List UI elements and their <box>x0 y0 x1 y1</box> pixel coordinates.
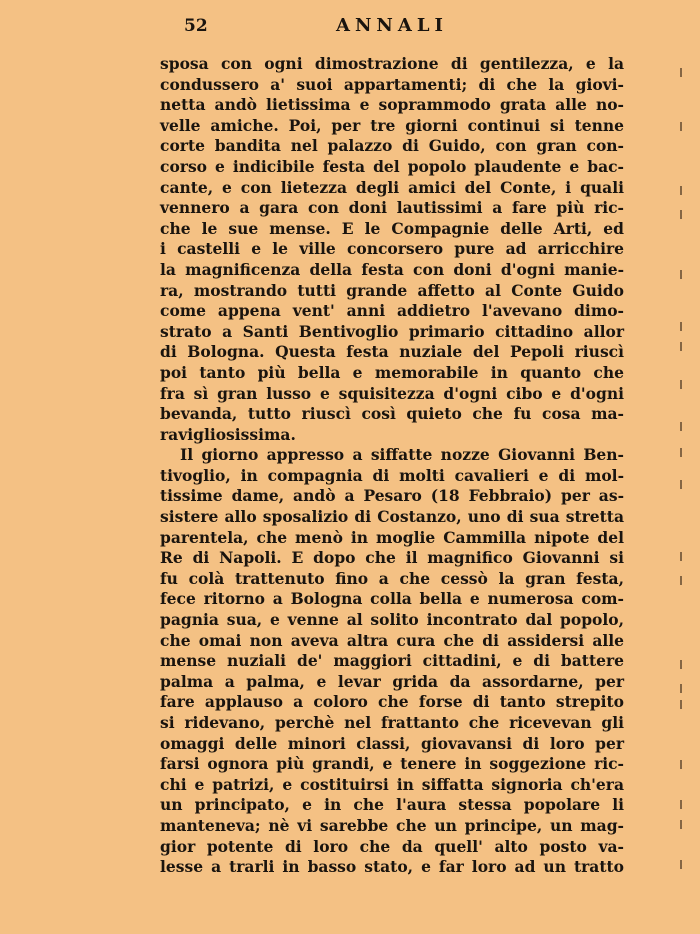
text-line: fece ritorno a Bologna colla bella e numerosa com- <box>160 589 624 609</box>
text-line: i castelli e le ville concorsero pure ad arricchire <box>160 239 624 259</box>
text-line: omaggi delle minori classi, giovavansi di loro per <box>160 733 624 753</box>
edge-mark <box>680 860 682 869</box>
text-line: mense nuziali de' maggiori cittadini, e di battere <box>160 651 624 671</box>
text-line: manteneva; nè vi sarebbe che un principe, un mag- <box>160 815 624 835</box>
edge-mark <box>680 270 682 279</box>
edge-mark <box>680 380 682 389</box>
edge-mark <box>680 422 682 431</box>
text-line: corso e indicibile festa del popolo plaudente e bac- <box>160 156 624 176</box>
text-line: lesse a trarli in basso stato, e far loro ad un tratto <box>160 857 624 877</box>
running-head: ANNALI <box>336 15 448 36</box>
edge-mark <box>680 322 682 331</box>
edge-mark <box>680 186 682 195</box>
text-line: parentela, che menò in moglie Cammilla nipote del <box>160 527 624 547</box>
edge-mark <box>680 700 682 709</box>
edge-mark <box>680 68 682 77</box>
edge-mark <box>680 552 682 561</box>
text-line: vennero a gara con doni lautissimi a fare più ric- <box>160 198 624 218</box>
edge-mark <box>680 660 682 669</box>
text-line: poi tanto più bella e memorabile in quanto che <box>160 362 624 382</box>
text-line: tivoglio, in compagnia di molti cavalieri e di mol- <box>160 465 624 485</box>
page-number: 52 <box>184 16 208 36</box>
text-line: di Bologna. Questa festa nuziale del Pepoli riuscì <box>160 342 624 362</box>
text-line: condussero a' suoi appartamenti; di che la giovi- <box>160 74 624 94</box>
edge-mark <box>680 448 682 457</box>
body-text <box>160 54 624 878</box>
edge-mark <box>680 210 682 219</box>
text-line: netta andò lietissima e soprammodo grata alle no- <box>160 95 624 115</box>
edge-mark <box>680 820 682 829</box>
text-line: pagnia sua, e venne al solito incontrato dal popolo, <box>160 610 624 630</box>
text-line: tissime dame, andò a Pesaro (18 Febbraio) per as- <box>160 486 624 506</box>
edge-mark <box>680 684 682 693</box>
text-line: ra, mostrando tutti grande affetto al Conte Guido <box>160 280 624 300</box>
text-line: si ridevano, perchè nel frattanto che ricevevan gli <box>160 713 624 732</box>
text-line: la magnificenza della festa con doni d'ogni manie- <box>160 259 624 279</box>
text-line: velle amiche. Poi, per tre giorni continui si tenne <box>160 115 624 135</box>
text-line: cante, e con lietezza degli amici del Conte, i quali <box>160 177 624 197</box>
page-edge-marks <box>680 60 686 880</box>
text-line: che le sue mense. E le Compagnie delle Arti, ed <box>160 218 624 238</box>
text-line: palma a palma, e levar grida da assordarne, per <box>160 671 624 691</box>
text-line: chi e patrizi, e costituirsi in siffatta signoria ch'era <box>160 774 624 794</box>
text-line: gior potente di loro che da quell' alto posto va- <box>160 836 624 856</box>
text-line: fare applauso a coloro che forse di tanto strepito <box>160 692 624 712</box>
text-line: bevanda, tutto riuscì così quieto che fu cosa ma- <box>160 404 624 424</box>
text-line: sistere allo sposalizio di Costanzo, uno di sua stretta <box>160 507 624 527</box>
text-line: un principato, e in che l'aura stessa popolare li <box>160 795 624 815</box>
text-line: strato a Santi Bentivoglio primario cittadino allor <box>160 321 624 341</box>
edge-mark <box>680 122 682 131</box>
edge-mark <box>680 342 682 351</box>
text-line: sposa con ogni dimostrazione di gentilezza, e la <box>160 54 624 73</box>
edge-mark <box>680 480 682 489</box>
text-line: fra sì gran lusso e squisitezza d'ogni cibo e d'ogni <box>160 383 624 403</box>
text-line: come appena vent' anni addietro l'avevano dimo- <box>160 301 624 321</box>
text-line: Re di Napoli. E dopo che il magnifico Giovanni si <box>160 548 624 568</box>
text-line: ravigliosissima. <box>160 424 296 444</box>
edge-mark <box>680 760 682 769</box>
edge-mark <box>680 576 682 585</box>
text-line: farsi ognora più grandi, e tenere in soggezione ric- <box>160 754 624 774</box>
text-line: fu colà trattenuto fino a che cessò la gran festa, <box>160 568 624 588</box>
edge-mark <box>680 800 682 809</box>
text-line: che omai non aveva altra cura che di assidersi alle <box>160 630 624 650</box>
text-line: Il giorno appresso a siffatte nozze Giovanni Ben- <box>180 445 624 465</box>
text-line: corte bandita nel palazzo di Guido, con gran con- <box>160 136 624 156</box>
